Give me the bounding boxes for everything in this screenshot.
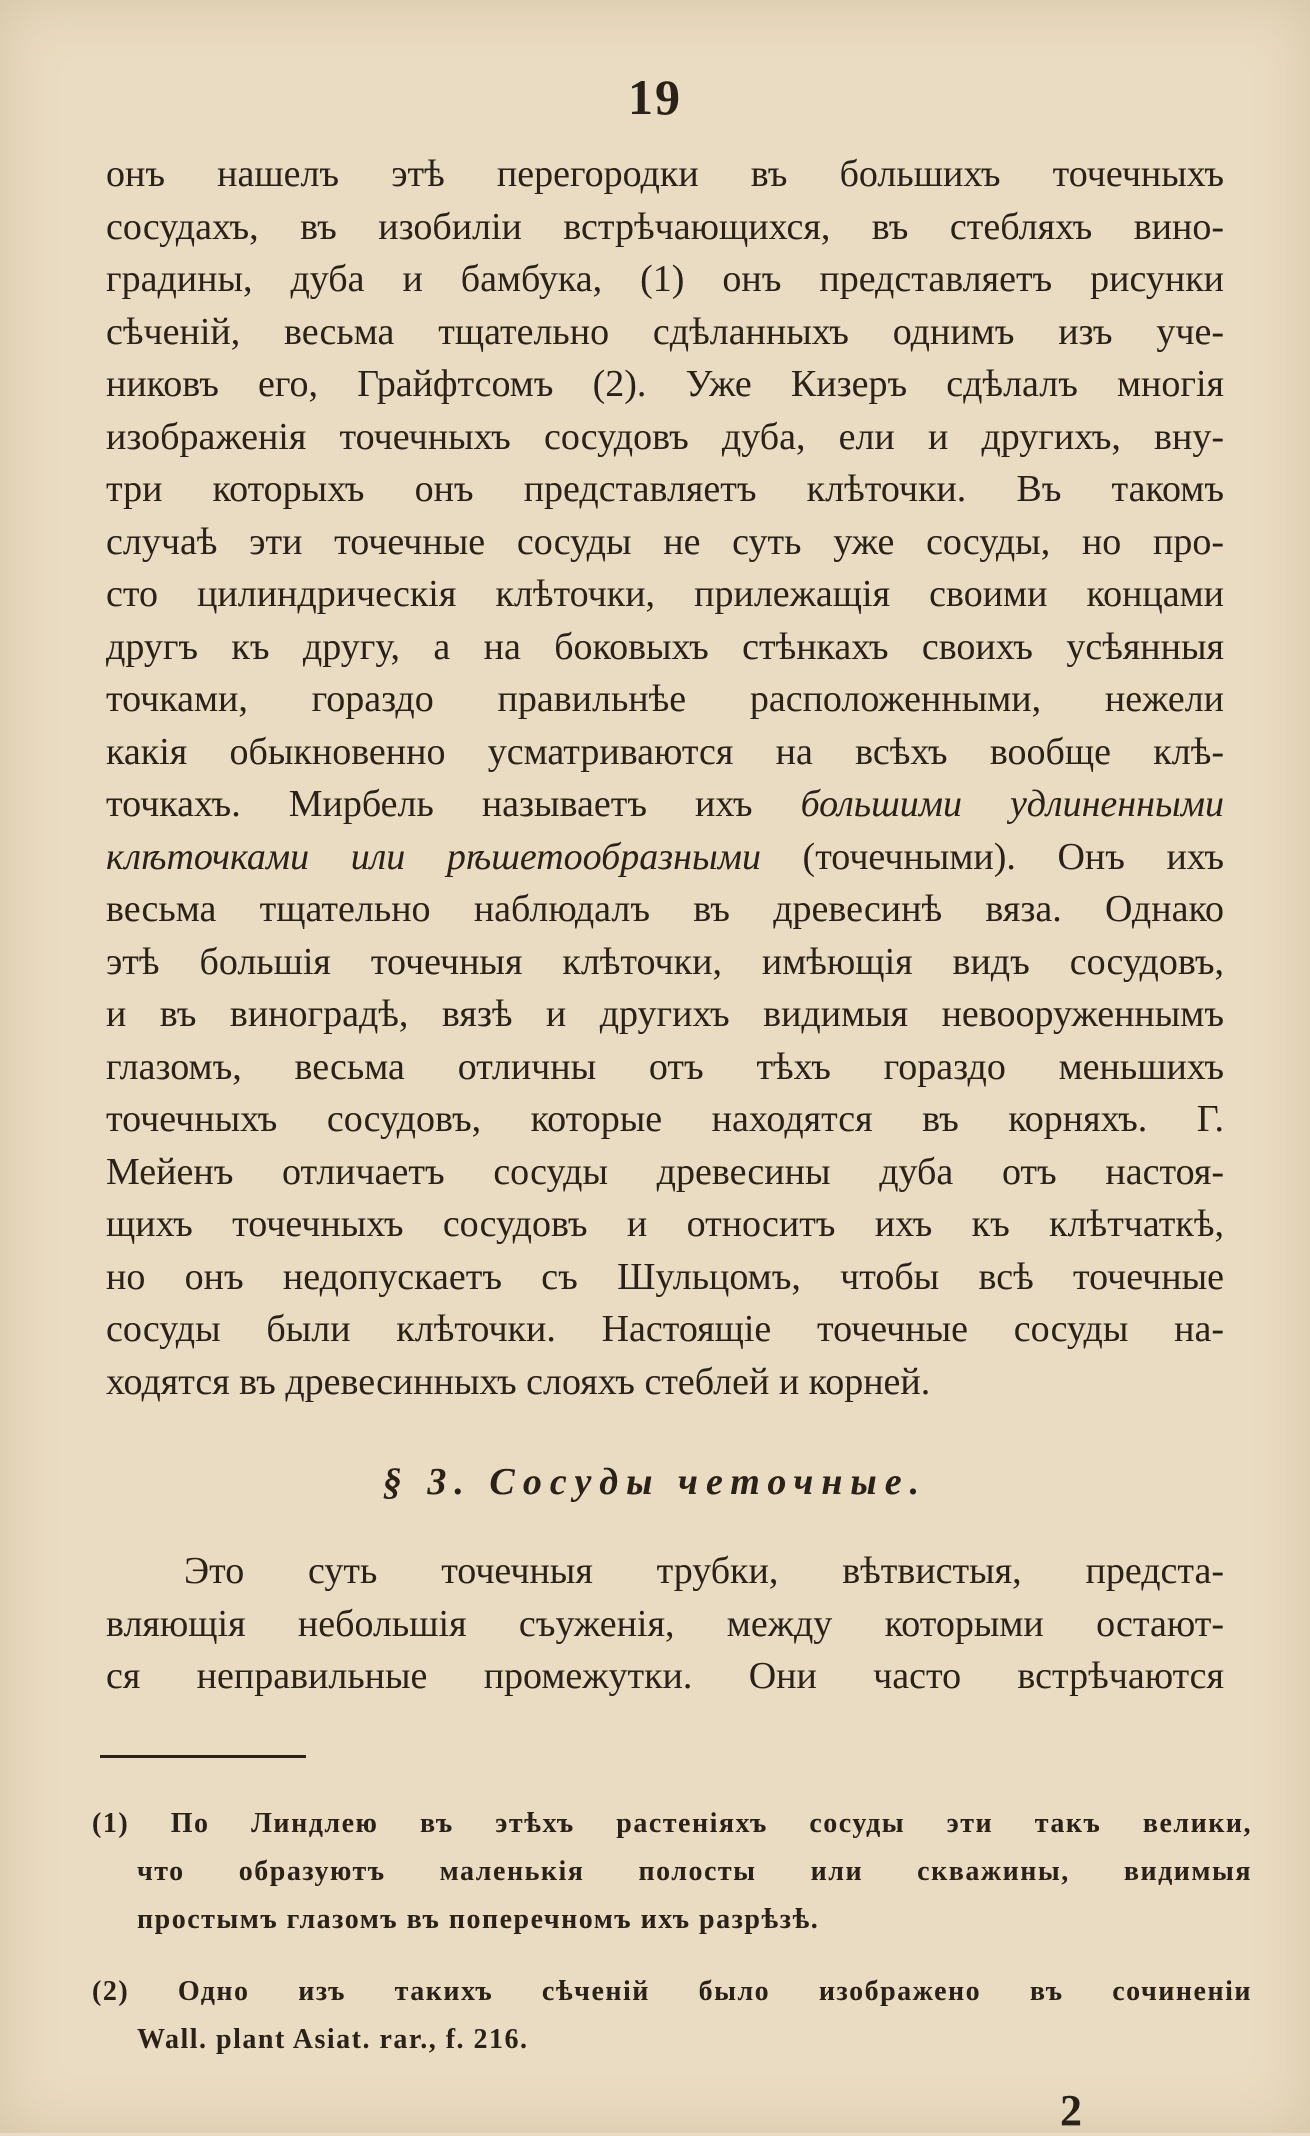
text-line: этѣ большія точечныя клѣточки, имѣющія видъ сосудовъ, xyxy=(106,940,1224,983)
text-line: ходятся въ древесинныхъ слояхъ стеблей и корней. xyxy=(106,1360,931,1403)
text-line: Мейенъ отличаетъ сосуды древесины дуба отъ настоя- xyxy=(106,1150,1224,1193)
text-line: три которыхъ онъ представляетъ клѣточки. Въ такомъ xyxy=(106,468,1224,510)
text-line: вляющія небольшія съуженія, между которыми остают- xyxy=(106,1602,1224,1645)
signature-mark: 2 xyxy=(1060,2086,1082,2135)
footnote-1-line: (1) По Линдлею въ этѣхъ растеніяхъ сосуды эти такъ велики, xyxy=(92,1808,1252,1839)
text-line: изображенія точечныхъ сосудовъ дуба, ели и другихъ, вну- xyxy=(106,415,1224,458)
text-line: точками, гораздо правильнѣе расположенными, нежели xyxy=(106,678,1224,720)
text-line: но онъ недопускаетъ съ Шульцомъ, чтобы всѣ точечные xyxy=(106,1255,1224,1298)
text-line: точечныхъ сосудовъ, которые находятся въ корняхъ. Г. xyxy=(106,1098,1224,1140)
footnote-2-line: Wall. plant Asiat. rar., f. 216. xyxy=(137,2024,529,2055)
text-segment: (точечными). Онъ ихъ xyxy=(760,835,1224,878)
text-line: онъ нашелъ этѣ перегородки въ большихъ точечныхъ xyxy=(106,153,1224,195)
text-line: весьма тщательно наблюдалъ въ древесинѣ вяза. Однако xyxy=(106,888,1224,930)
text-line: другъ къ другу, а на боковыхъ стѣнкахъ своихъ усѣянныя xyxy=(106,625,1224,668)
text-line-mixed xyxy=(106,831,1224,884)
footnote-divider xyxy=(100,1755,306,1758)
text-line: сосуды были клѣточки. Настоящіе точечные сосуды на- xyxy=(106,1308,1224,1350)
text-line: глазомъ, весьма отличны отъ тѣхъ гораздо меньшихъ xyxy=(106,1045,1224,1088)
text-line: и въ виноградѣ, вязѣ и другихъ видимыя невооруженнымъ xyxy=(106,993,1224,1035)
footnote-1-line: простымъ глазомъ въ поперечномъ ихъ разрѣзѣ. xyxy=(137,1904,820,1935)
text-line: какія обыкновенно усматриваются на всѣхъ вообще клѣ- xyxy=(106,730,1224,773)
text-line: Это суть точечныя трубки, вѣтвистыя, предста- xyxy=(184,1550,1224,1592)
footnote-1-line: что образуютъ маленькія полосты или скважины, видимыя xyxy=(137,1856,1252,1887)
text-line: сто цилиндрическія клѣточки, прилежащія своими концами xyxy=(106,573,1224,615)
page-number: 19 xyxy=(628,69,682,125)
text-line-mixed xyxy=(106,778,1224,831)
paragraph-1 xyxy=(106,148,1224,1408)
text-line: ся неправильные промежутки. Они часто встрѣчаются xyxy=(106,1655,1224,1697)
section-heading: § 3. Сосуды четочные. xyxy=(382,1461,928,1503)
italic-phrase: большими удлиненными xyxy=(800,783,1224,825)
paragraph-2 xyxy=(106,1545,1224,1703)
text-line: случаѣ эти точечные сосуды не суть уже сосуды, но про- xyxy=(106,520,1224,563)
text-line: никовъ его, Грайфтсомъ (2). Уже Кизеръ сдѣлалъ многія xyxy=(106,363,1224,405)
text-segment: точкахъ. Мирбель называетъ ихъ xyxy=(106,783,801,825)
text-line: градины, дуба и бамбука, (1) онъ представляетъ рисунки xyxy=(106,258,1224,300)
footnote-2-line: (2) Одно изъ такихъ сѣченій было изображено въ сочиненіи xyxy=(92,1976,1252,2007)
italic-phrase: клѣточками или рѣшетообразными xyxy=(106,835,761,878)
footnotes xyxy=(92,1800,1252,2064)
text-line: щихъ точечныхъ сосудовъ и относитъ ихъ къ клѣтчаткѣ, xyxy=(106,1203,1224,1245)
text-line: сѣченій, весьма тщательно сдѣланныхъ однимъ изъ уче- xyxy=(106,310,1224,353)
text-line: сосудахъ, въ изобиліи встрѣчающихся, въ стебляхъ вино- xyxy=(106,205,1224,248)
